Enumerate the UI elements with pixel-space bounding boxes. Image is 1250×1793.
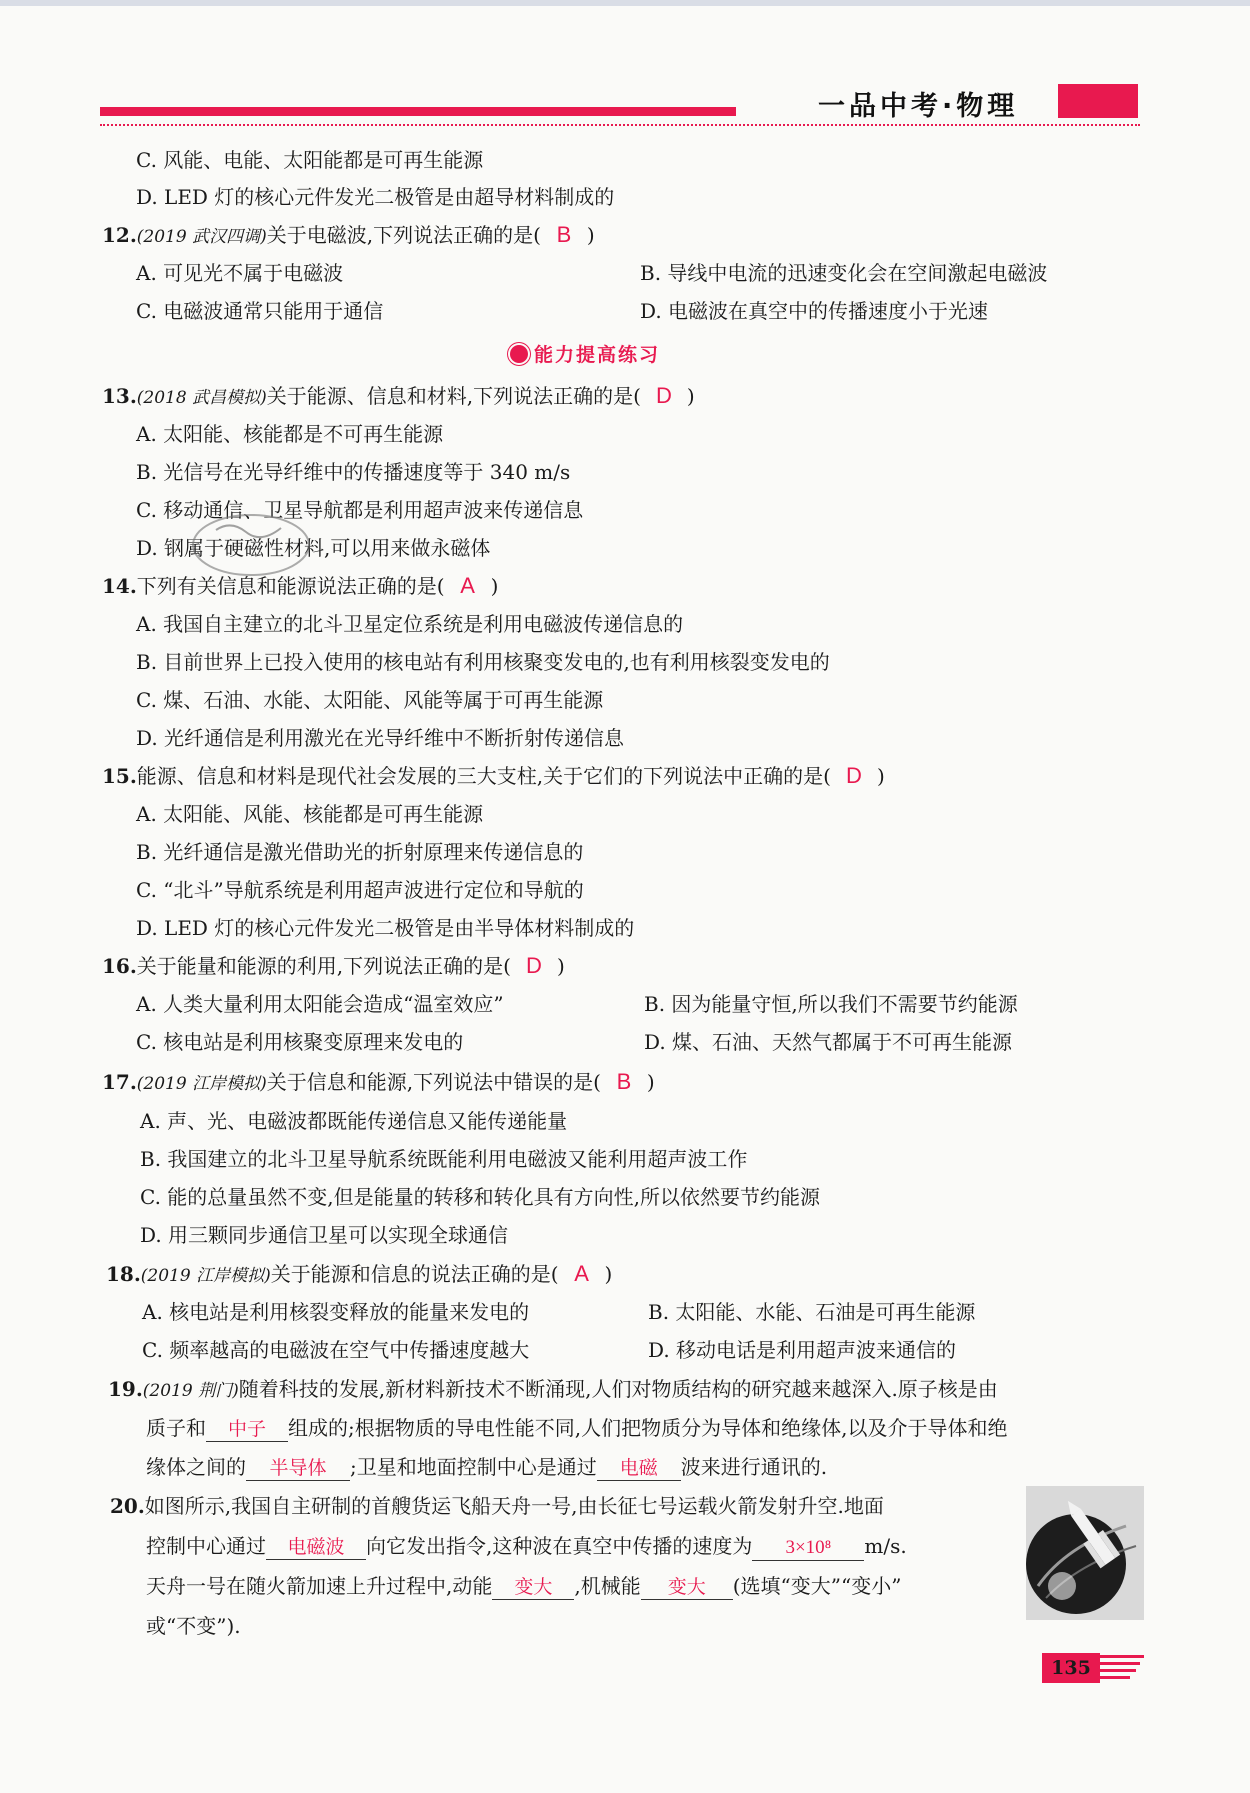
answer-mark: D — [526, 953, 542, 978]
q18-option-d: D. 移动电话是利用超声波来通信的 — [648, 1338, 957, 1362]
answer-mark: A — [460, 573, 475, 598]
q13-option-c: C. 移动通信、卫星导航都是利用超声波来传递信息 — [136, 498, 584, 522]
q20-line-4: 或“不变”). — [146, 1614, 241, 1638]
header-red-block — [1058, 84, 1138, 118]
text-segment: 向它发出指令,这种波在真空中传播的速度为 — [366, 1534, 753, 1558]
q15-option-a: A. 太阳能、风能、核能都是可再生能源 — [136, 802, 484, 826]
q13-stem — [102, 382, 695, 412]
q12-option-a: A. 可见光不属于电磁波 — [136, 261, 344, 285]
text-segment: 组成的;根据物质的导电性能不同,人们把物质分为导体和绝缘体,以及介于导体和绝 — [288, 1416, 1008, 1440]
text-segment: 波来进行通讯的. — [680, 1455, 828, 1479]
fill-blank-answer: 电磁 — [597, 1456, 681, 1481]
q17-option-d: D. 用三颗同步通信卫星可以实现全球通信 — [140, 1223, 509, 1247]
q12-option-b: B. 导线中电流的迅速变化会在空间激起电磁波 — [640, 261, 1048, 285]
q16-stem — [102, 952, 565, 980]
answer-mark: D — [655, 383, 672, 408]
paren-close: ) — [490, 574, 499, 598]
q17-option-c: C. 能的总量虽然不变,但是能量的转移和转化具有方向性,所以依然要节约能源 — [140, 1185, 821, 1209]
header-red-bar — [100, 107, 736, 116]
question-text: 关于电磁波,下列说法正确的是( — [266, 223, 541, 247]
q18-option-c: C. 频率越高的电磁波在空气中传播速度越大 — [142, 1338, 530, 1362]
page-number-stripes — [1100, 1653, 1144, 1683]
question-source: (2018 武昌模拟) — [136, 388, 267, 408]
fill-blank-answer: 变大 — [641, 1575, 733, 1600]
q19-line-2 — [146, 1414, 1007, 1442]
question-text: 下列有关信息和能源说法正确的是( — [136, 574, 445, 598]
paren-close: ) — [876, 764, 885, 788]
q14-option-d: D. 光纤通信是利用激光在光导纤维中不断折射传递信息 — [136, 726, 625, 750]
q14-option-a: A. 我国自主建立的北斗卫星定位系统是利用电磁波传递信息的 — [136, 612, 684, 636]
q15-option-b: B. 光纤通信是激光借助光的折射原理来传递信息的 — [136, 840, 584, 864]
q16-option-b: B. 因为能量守恒,所以我们不需要节约能源 — [644, 992, 1018, 1016]
q15-stem — [102, 762, 885, 790]
text-segment: (选填“变大”“变小” — [732, 1574, 902, 1598]
text-segment: 控制中心通过 — [146, 1534, 266, 1558]
question-text: 关于能量和能源的利用,下列说法正确的是( — [136, 954, 511, 978]
q14-option-c: C. 煤、石油、水能、太阳能、风能等属于可再生能源 — [136, 688, 604, 712]
q19-line-3 — [146, 1453, 827, 1481]
question-text: 随着科技的发展,新材料新技术不断涌现,人们对物质结构的研究越来越深入.原子核是由 — [238, 1377, 998, 1401]
question-number: 19. — [108, 1377, 143, 1401]
q13-option-d: D. 钢属于硬磁性材料,可以用来做永磁体 — [136, 536, 491, 560]
header-dotted-rule — [100, 124, 1140, 126]
paren-close: ) — [586, 223, 595, 247]
q13-option-a: A. 太阳能、核能都是不可再生能源 — [136, 422, 444, 446]
text-segment: 质子和 — [146, 1416, 206, 1440]
answer-mark: B — [556, 222, 572, 247]
q12-stem — [102, 221, 595, 251]
question-number: 12. — [102, 223, 137, 247]
q18-option-a: A. 核电站是利用核裂变释放的能量来发电的 — [142, 1300, 530, 1324]
q20-line-2 — [146, 1532, 907, 1561]
question-source: (2019 荆门) — [142, 1381, 239, 1401]
q16-option-a: A. 人类大量利用太阳能会造成“温室效应” — [136, 992, 504, 1016]
answer-mark: D — [846, 763, 862, 788]
question-source: (2019 武汉四调) — [136, 227, 267, 247]
bullet-circle-icon — [510, 345, 528, 363]
q11-option-c: C. 风能、电能、太阳能都是可再生能源 — [136, 148, 484, 172]
q20-line-1 — [110, 1492, 884, 1520]
page-number: 135 — [1042, 1653, 1100, 1683]
question-number: 18. — [106, 1262, 141, 1286]
question-text: 关于能源、信息和材料,下列说法正确的是( — [266, 384, 641, 408]
fill-blank-answer: 中子 — [206, 1417, 288, 1442]
q18-option-b: B. 太阳能、水能、石油是可再生能源 — [648, 1300, 976, 1324]
q12-option-d: D. 电磁波在真空中的传播速度小于光速 — [640, 299, 989, 323]
q14-option-b: B. 目前世界上已投入使用的核电站有利用核聚变发电的,也有利用核裂变发电的 — [136, 650, 830, 674]
fill-blank-answer: 变大 — [492, 1575, 574, 1600]
paren-close: ) — [646, 1070, 655, 1094]
question-number: 20. — [110, 1494, 145, 1518]
q17-option-a: A. 声、光、电磁波都既能传递信息又能传递能量 — [140, 1109, 568, 1133]
question-source: (2019 江岸模拟) — [140, 1266, 271, 1286]
question-number: 16. — [102, 954, 137, 978]
question-source: (2019 江岸模拟) — [136, 1074, 267, 1094]
q16-option-c: C. 核电站是利用核聚变原理来发电的 — [136, 1030, 464, 1054]
text-segment: 天舟一号在随火箭加速上升过程中,动能 — [146, 1574, 493, 1598]
question-text: 能源、信息和材料是现代社会发展的三大支柱,关于它们的下列说法中正确的是( — [136, 764, 831, 788]
q13-option-b: B. 光信号在光导纤维中的传播速度等于 340 m/s — [136, 460, 571, 484]
section-heading — [510, 340, 660, 367]
question-text: 关于能源和信息的说法正确的是( — [270, 1262, 559, 1286]
fill-blank-answer: 3×10⁸ — [752, 1536, 864, 1561]
answer-mark: B — [616, 1069, 632, 1094]
answer-mark: A — [574, 1261, 589, 1286]
header-title: 一品中考·物理 — [818, 91, 1019, 122]
text-segment: m/s. — [864, 1534, 907, 1558]
q15-option-c: C. “北斗”导航系统是利用超声波进行定位和导航的 — [136, 878, 584, 902]
question-number: 14. — [102, 574, 137, 598]
q19-line-1 — [108, 1375, 998, 1405]
q11-option-d: D. LED 灯的核心元件发光二极管是由超导材料制成的 — [136, 185, 615, 209]
q18-stem — [106, 1260, 612, 1290]
paren-close: ) — [686, 384, 695, 408]
q17-option-b: B. 我国建立的北斗卫星导航系统既能利用电磁波又能利用超声波工作 — [140, 1147, 748, 1171]
q16-option-d: D. 煤、石油、天然气都属于不可再生能源 — [644, 1030, 1013, 1054]
rocket-launch-photo — [1026, 1486, 1144, 1620]
q20-line-3 — [146, 1572, 901, 1600]
text-segment: 缘体之间的 — [146, 1455, 246, 1479]
question-number: 13. — [102, 384, 137, 408]
q17-stem — [102, 1068, 655, 1098]
q14-stem — [102, 572, 498, 600]
question-text: 关于信息和能源,下列说法中错误的是( — [266, 1070, 601, 1094]
question-text: 如图所示,我国自主研制的首艘货运飞船天舟一号,由长征七号运载火箭发射升空.地面 — [144, 1494, 884, 1518]
scan-edge — [0, 0, 1250, 6]
text-segment: ,机械能 — [574, 1574, 641, 1598]
question-number: 17. — [102, 1070, 137, 1094]
inspection-stamp — [186, 510, 316, 580]
text-segment: ;卫星和地面控制中心是通过 — [350, 1455, 597, 1479]
fill-blank-answer: 半导体 — [246, 1456, 350, 1481]
question-number: 15. — [102, 764, 137, 788]
paren-close: ) — [604, 1262, 613, 1286]
section-heading-text: 能力提高练习 — [534, 344, 661, 366]
paren-close: ) — [556, 954, 565, 978]
q12-option-c: C. 电磁波通常只能用于通信 — [136, 299, 384, 323]
fill-blank-answer: 电磁波 — [266, 1535, 366, 1560]
q15-option-d: D. LED 灯的核心元件发光二极管是由半导体材料制成的 — [136, 916, 635, 940]
